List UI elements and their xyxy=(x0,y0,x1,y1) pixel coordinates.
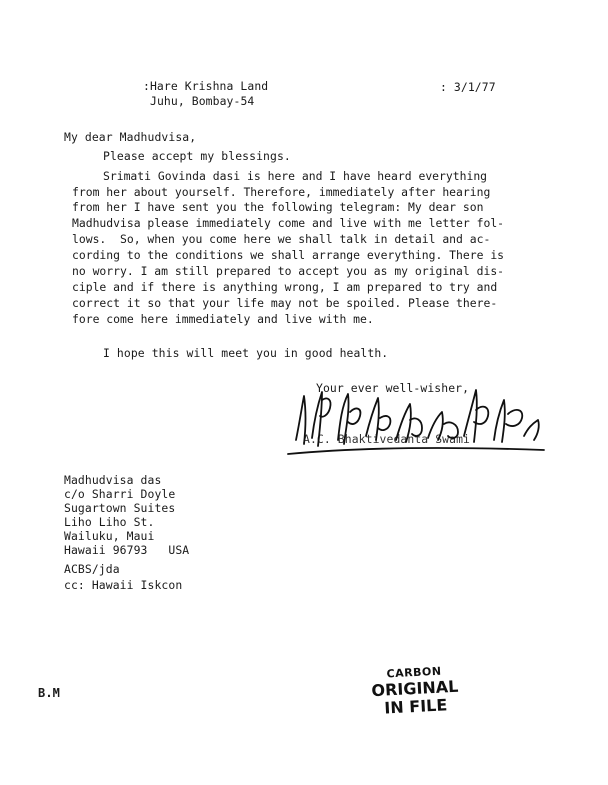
typist-initials: ACBS/jda xyxy=(64,562,120,576)
sender-address-line1: :Hare Krishna Land xyxy=(143,79,269,93)
body-line: ciple and if there is anything wrong, I am prepared to try and xyxy=(72,280,498,294)
closing-line: I hope this will meet you in good health. xyxy=(103,346,389,360)
recipient-line: Wailuku, Maui xyxy=(64,529,155,543)
body-line: from her I have sent you the following telegram: My dear son xyxy=(72,200,484,214)
stamp-line-in-file: IN FILE xyxy=(383,695,448,718)
body-line: cording to the conditions we shall arrange everything. There is xyxy=(72,248,505,262)
salutation: My dear Madhudvisa, xyxy=(64,130,197,144)
recipient-line: Sugartown Suites xyxy=(64,501,176,515)
recipient-line: c/o Sharri Doyle xyxy=(64,487,176,501)
sender-address-line2: Juhu, Bombay-54 xyxy=(150,94,255,108)
stamp-line-carbon: CARBON xyxy=(386,664,442,681)
recipient-line: Hawaii 96793 USA xyxy=(64,543,190,557)
body-line: no worry. I am still prepared to accept you as my original dis- xyxy=(72,264,505,278)
cc-line: cc: Hawaii Iskcon xyxy=(64,578,183,592)
handwritten-signature xyxy=(282,370,550,466)
body-line: lows. So, when you come here we shall talk in detail and ac- xyxy=(72,232,491,246)
greeting: Please accept my blessings. xyxy=(103,149,291,163)
carbon-stamp xyxy=(369,664,461,719)
body-line: Srimati Govinda dasi is here and I have heard everything xyxy=(103,169,488,183)
stamp-line-original: ORIGINAL xyxy=(370,676,459,701)
recipient-line: Madhudvisa das xyxy=(64,473,162,487)
margin-mark: B.M xyxy=(38,686,60,700)
body-line: fore come here immediately and live with me. xyxy=(72,312,374,326)
recipient-line: Liho Liho St. xyxy=(64,515,155,529)
body-line: Madhudvisa please immediately come and live with me letter fol- xyxy=(72,216,505,230)
signatory-name: A.C. Bhaktivedanta Swami xyxy=(303,432,470,446)
valediction: Your ever well-wisher, xyxy=(316,381,470,395)
body-line: from her about yourself. Therefore, immediately after hearing xyxy=(72,185,491,199)
body-line: correct it so that your life may not be spoiled. Please there- xyxy=(72,296,498,310)
letter-date: : 3/1/77 xyxy=(440,80,496,94)
